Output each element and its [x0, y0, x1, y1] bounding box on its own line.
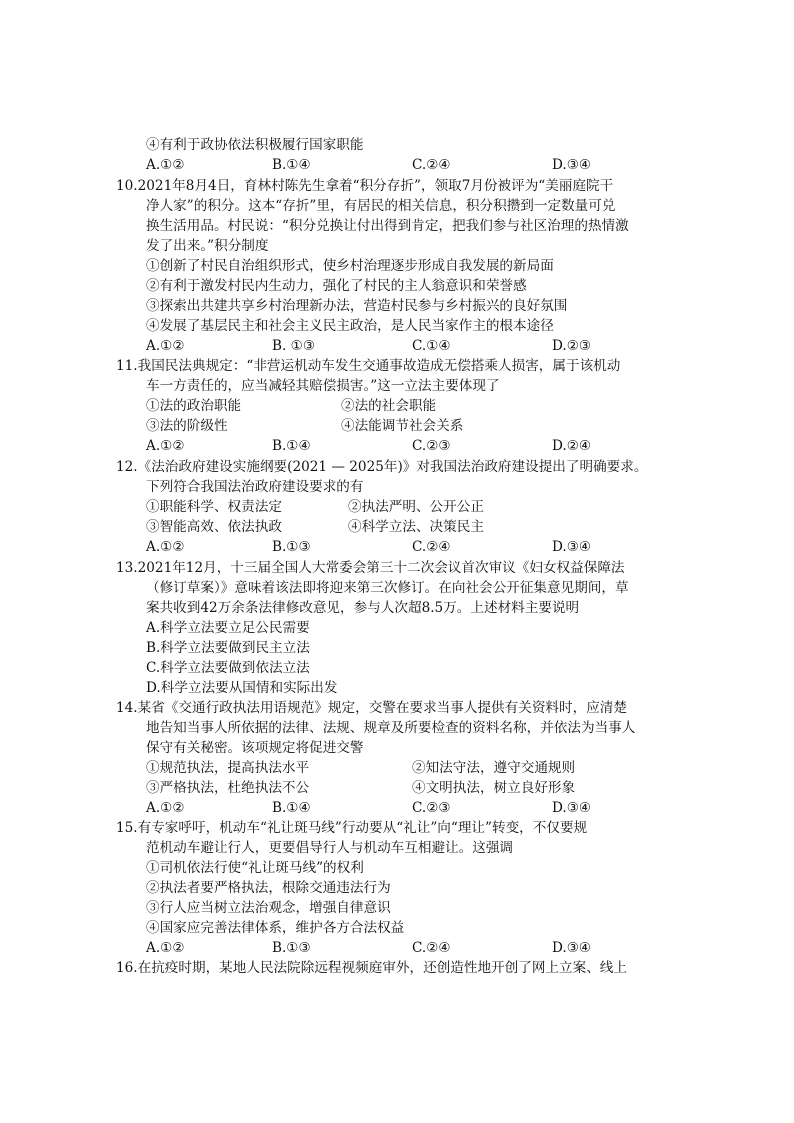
q13-choice-d: D.科学立法要从国情和实际出发: [146, 680, 338, 696]
q9-choice-b: B.①④: [272, 157, 311, 173]
q14-choice-a: A.①②: [146, 800, 185, 816]
q15-item-2: ②执法者要严格执法，根除交通违法行为: [146, 880, 391, 896]
q14-stem-3: 保守有关秘密。该项规定将促进交警: [146, 740, 364, 756]
q15-choice-c: C.②④: [412, 940, 451, 956]
q15-choice-a: A.①②: [146, 940, 185, 956]
q12-stem-2: 下列符合我国法治政府建设要求的有: [146, 479, 364, 495]
q10-choice-c: C.①④: [412, 338, 451, 354]
q11-item-2: ②法的社会职能: [341, 398, 437, 414]
q12-choice-b: B.①③: [272, 539, 311, 555]
q10-item-1: ①创新了村民自治组织形式，使乡村治理逐步形成自我发展的新局面: [146, 258, 554, 274]
q12-choice-c: C.②④: [412, 539, 451, 555]
q9-choice-c: C.②④: [412, 157, 451, 173]
q10-item-4: ④发展了基层民主和社会主义民主政治，是人民当家作主的根本途径: [146, 318, 554, 334]
q14-choice-b: B.①④: [272, 800, 311, 816]
q9-item-4: ④有利于政协依法积极履行国家职能: [146, 137, 364, 153]
q12-item-1: ①职能科学、权责法定: [146, 499, 282, 515]
q11-item-4: ④法能调节社会关系: [341, 418, 464, 434]
q11-choice-a: A.①②: [146, 438, 185, 454]
q10-stem-3: 换生活用品。村民说：“积分兑换让付出得到肯定，把我们参与社区治理的热情激: [146, 218, 629, 234]
q15-choice-d: D.③④: [552, 940, 592, 956]
q9-choice-a: A.①②: [146, 157, 185, 173]
q10-stem-2: 净人家”的积分。这本“存折”里，有居民的相关信息，积分积攒到一定数量可兑: [146, 198, 616, 214]
q14-stem-2: 地告知当事人所依据的法律、法规、规章及所要检查的资料名称，并依法为当事人: [146, 720, 636, 736]
q10-item-2: ②有利于激发村民内生动力，强化了村民的主人翁意识和荣誉感: [146, 278, 527, 294]
q14-item-3: ③严格执法，杜绝执法不公: [146, 780, 310, 796]
q12-item-4: ④科学立法、决策民主: [348, 519, 484, 535]
q15-item-4: ④国家应完善法律体系，维护各方合法权益: [146, 920, 405, 936]
q14-item-1: ①规范执法，提高执法水平: [146, 760, 310, 776]
q10-choice-b: B. ①③: [272, 338, 316, 354]
q15-item-1: ①司机依法行使“礼让斑马线”的权利: [146, 860, 364, 876]
q14-choice-c: C.②③: [412, 800, 451, 816]
q10-stem-1: 10.2021年8月4日，育林村陈先生拿着“积分存折”，领取7月份被评为“美丽庭院干: [116, 178, 614, 194]
q11-choice-d: D.②④: [552, 438, 592, 454]
q11-choice-c: C.②③: [412, 438, 451, 454]
q12-item-2: ②执法严明、公开公正: [348, 499, 484, 515]
q12-stem-1: 12.《法治政府建设实施纲要(2021 — 2025年)》对我国法治政府建设提出了明确要求。: [116, 459, 648, 475]
q15-item-3: ③行人应当树立法治观念，增强自律意识: [146, 900, 391, 916]
q15-stem-1: 15.有专家呼吁，机动车“礼让斑马线”行动要从“礼让”向“理让”转变，不仅要规: [116, 820, 588, 836]
q14-item-2: ②知法守法，遵守交通规则: [412, 760, 576, 776]
q16-stem-1: 16.在抗疫时期，某地人民法院除远程视频庭审外，还创造性地开创了网上立案、线上: [116, 960, 627, 976]
q13-choice-a: A.科学立法要立足公民需要: [146, 620, 310, 636]
q11-choice-b: B.①④: [272, 438, 311, 454]
q10-stem-4: 发了出来。”积分制度: [146, 238, 269, 254]
q11-item-1: ①法的政治职能: [146, 398, 242, 414]
q13-stem-3: 案共收到42万余条法律修改意见，参与人次超8.5万。上述材料主要说明: [146, 600, 580, 616]
q15-stem-2: 范机动车避让行人，更要倡导行人与机动车互相避让。这强调: [146, 840, 514, 856]
q15-choice-b: B.①③: [272, 940, 311, 956]
q13-choice-c: C.科学立法要做到依法立法: [146, 660, 310, 676]
q14-choice-d: D.③④: [552, 800, 592, 816]
q12-choice-d: D.③④: [552, 539, 592, 555]
q12-choice-a: A.①②: [146, 539, 185, 555]
q13-choice-b: B.科学立法要做到民主立法: [146, 640, 310, 656]
q9-choice-d: D.③④: [552, 157, 592, 173]
q11-stem-2: 车一方责任的，应当减轻其赔偿损害。”这一立法主要体现了: [146, 378, 500, 394]
q13-stem-2: （修订草案）》意味着该法即将迎来第三次修订。在向社会公开征集意见期间，草: [146, 580, 629, 596]
q14-item-4: ④文明执法，树立良好形象: [412, 780, 576, 796]
q10-choice-d: D.②③: [552, 338, 592, 354]
q14-stem-1: 14.某省《交通行政执法用语规范》规定，交警在要求当事人提供有关资料时，应清楚: [116, 700, 627, 716]
q11-stem-1: 11.我国民法典规定：“非营运机动车发生交通事故造成无偿搭乘人损害，属于该机动: [116, 358, 621, 374]
q10-choice-a: A.①②: [146, 338, 185, 354]
q11-item-3: ③法的阶级性: [146, 418, 228, 434]
q12-item-3: ③智能高效、依法执政: [146, 519, 282, 535]
q10-item-3: ③探索出共建共享乡村治理新办法，营造村民参与乡村振兴的良好氛围: [146, 298, 568, 314]
q13-stem-1: 13.2021年12月，十三届全国人大常委会第三十二次会议首次审议《妇女权益保障法: [116, 560, 625, 576]
